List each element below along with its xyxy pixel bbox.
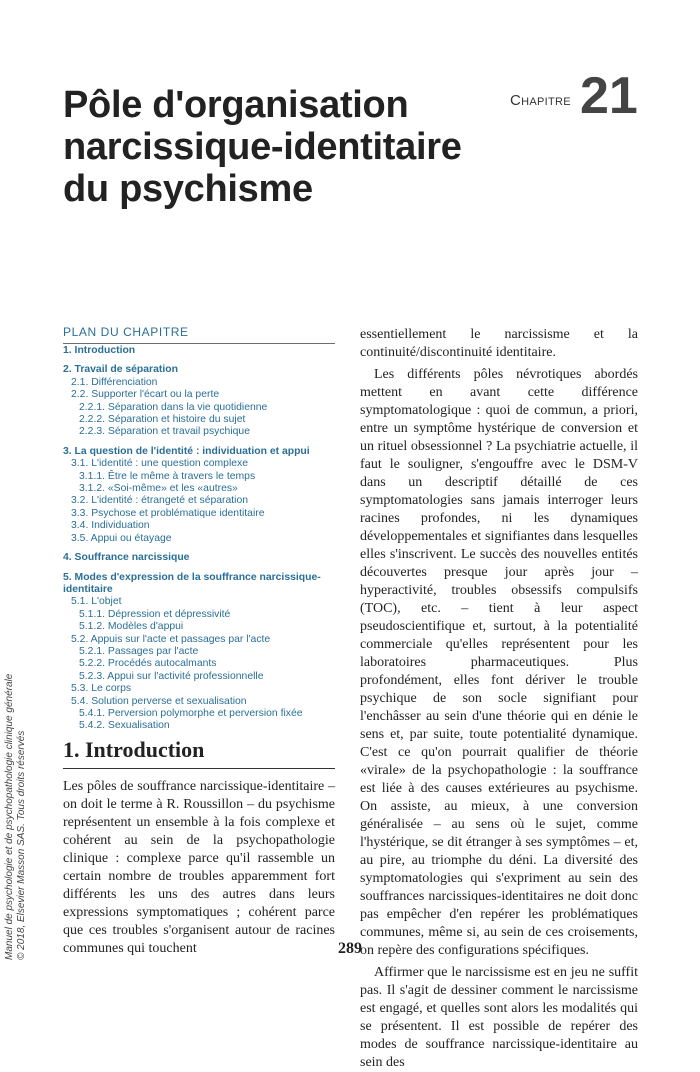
toc-entry[interactable]: 3.1.2. «Soi-même» et les «autres» [79, 483, 238, 495]
toc-entry[interactable]: 5.2.1. Passages par l'acte [79, 645, 199, 657]
toc-entry[interactable]: 2.2.1. Séparation dans la vie quotidienne [79, 401, 268, 413]
body-paragraph: Affirmer que le narcissisme est en jeu ne suffit pas. Il s'agit de dessiner comment le narcissisme est engagé, et quelles sont alors les modalités qui se présentent. Il est possible de repérer des modes de souffrance narcissique-identitaire au sein des [360, 965, 638, 1070]
copyright-line: © 2018, Elsevier Masson SAS. Tous droits réservés [16, 730, 27, 960]
toc-entry[interactable]: 3.2. L'identité : étrangeté et séparation [71, 495, 249, 507]
toc-entry[interactable]: 3.1. L'identité : une question complexe [71, 458, 249, 470]
chapter-label: Chapitre [510, 92, 571, 109]
toc-entry[interactable]: 5.1.1. Dépression et dépressivité [79, 608, 231, 620]
chapter-title-line: du psychisme [63, 168, 313, 210]
toc-entry[interactable]: 5.3. Le corps [71, 683, 132, 695]
toc-entry[interactable]: 1. Introduction [63, 345, 136, 356]
toc-entry[interactable]: 3. La question de l'identité : individuation et appui [63, 445, 310, 457]
toc-entry[interactable]: 2.2.3. Séparation et travail psychique [79, 426, 250, 438]
intro-paragraph: Les pôles de souffrance narcissique-identitaire – on doit le terme à R. Roussillon – du psychisme représentent un ensemble à la fois complexe et cohérent au sein de la psychopathologie clinique : complexe parce qu'il rassemble un certain nombre de troubles apparemment fort différents les uns des autres dans leurs expressions symptomatiques ; cohérent parce que ces troubles s'organisent autour de racines communes qui touchent [63, 779, 335, 956]
toc-entry[interactable]: 3.4. Individuation [71, 520, 150, 532]
toc-entry[interactable]: 5.4.2. Sexualisation [79, 720, 170, 732]
section-heading: 1. Introduction [63, 737, 335, 769]
body-paragraph: Les différents pôles névrotiques abordés mettent en avant cette différence symptomatologique : quoi de commun, a priori, entre un symptôme hystérique de conversion et un rituel obsessionnel ? La psychiatrie actuelle, il faut le souligner, s'engouffre avec le DSM-V dans un descriptif détaillé de ces symptomatologies sans jamais interroger leurs racines profondes, ni les dynamiques développementales et signifiantes dans lesquelles elles s'inscrivent. Le succès des nouvelles entités découvertes presque jour après jour – hyperactivité, troubles obsessifs compulsifs (TOC), etc. – tient à leur aspect pseudoscientifique et, surtout, à la potentialité commerciale qu'elles représentent pour les laboratoires pharmaceutiques. Plus profondément, elles font dériver le trouble psychique de son socle signifiant pour l'enchâsser au sein d'une théorie qui en dénie le sens et, par suite, toute potentialité dynamique. C'est ce qu'on pourrait qualifier de théorie «virale» de la psychopathologie : la souffrance est liée à des causes extérieures au psychisme. On assiste, au mieux, à une conversion généralisée – au sens où le sujet, comme l'hystérique, se dit étranger à ses symptômes – et, au pire, au triomphe du déni. La diversité des symptomatologies qui s'expriment au sein des souffrances narcissiques-identitaires ne doit donc pas empêcher d'en repérer les problématiques communes, même si, au sein de ces croisements, on repère des configurations spécifiques. [360, 367, 638, 958]
toc-entry[interactable]: 2.2.2. Séparation et histoire du sujet [79, 414, 246, 426]
chapter-title-line: narcissique-identitaire [63, 126, 462, 168]
toc-entry[interactable]: 3.5. Appui ou étayage [71, 532, 172, 544]
left-column [63, 778, 335, 958]
toc-heading: PLAN DU CHAPITRE [63, 325, 335, 344]
toc-entry[interactable]: 5.2. Appuis sur l'acte et passages par l'acte [71, 633, 271, 645]
toc-entry[interactable]: 5.1.2. Modèles d'appui [79, 621, 184, 633]
toc-entry[interactable]: 3.3. Psychose et problématique identitaire [71, 507, 265, 519]
toc-entry[interactable]: 5.4.1. Perversion polymorphe et perversion fixée [79, 707, 303, 719]
toc-entry[interactable]: 5.1. L'objet [71, 596, 122, 608]
chapter-title [63, 84, 493, 210]
toc-entry[interactable]: 5.4. Solution perverse et sexualisation [71, 695, 247, 707]
table-of-contents [63, 345, 343, 733]
toc-entry[interactable]: 5.2.2. Procédés autocalmants [79, 658, 217, 670]
toc-entry[interactable]: 3.1.1. Être le même à travers le temps [79, 470, 256, 482]
toc-entry[interactable]: 4. Souffrance narcissique [63, 552, 190, 564]
chapter-title-line: Pôle d'organisation [63, 84, 409, 126]
toc-entry[interactable]: 5.2.3. Appui sur l'activité professionnelle [79, 670, 264, 682]
chapter-number: 21 [580, 67, 638, 125]
book-reference: Manuel de psychologie et de psychopathologie clinique générale [4, 673, 15, 960]
toc-entry[interactable]: 5. Modes d'expression de la souffrance narcissique-identitaire [63, 571, 321, 595]
toc-entry[interactable]: 2.1. Différenciation [71, 376, 158, 388]
toc-entry[interactable]: 2.2. Supporter l'écart ou la perte [71, 389, 220, 401]
body-paragraph-continued: essentiellement le narcissisme et la continuité/discontinuité identitaire. [360, 327, 638, 360]
toc-entry[interactable]: 2. Travail de séparation [63, 364, 178, 376]
copyright-note [4, 640, 44, 960]
right-column [360, 326, 638, 1072]
page-number: 289 [338, 940, 362, 957]
